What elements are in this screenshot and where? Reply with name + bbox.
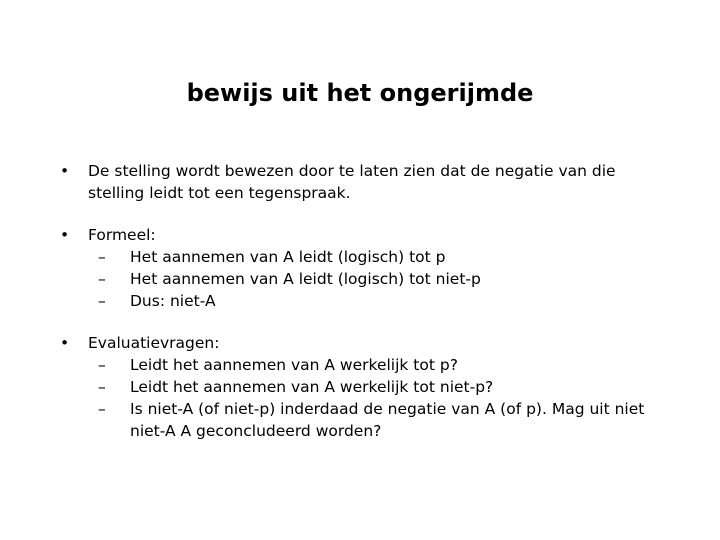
sub-item-text: Dus: niet-A (130, 292, 216, 310)
sub-item-text: Het aannemen van A leidt (logisch) tot niet-p (130, 270, 481, 288)
bullet-item (60, 160, 670, 204)
bullet-item (60, 224, 670, 312)
dash-icon: – (98, 378, 106, 396)
sub-list (88, 354, 670, 442)
slide-title: bewijs uit het ongerijmde (186, 79, 534, 107)
bullet-item (60, 332, 670, 442)
bullet-list (60, 160, 670, 462)
dash-icon: – (98, 248, 106, 266)
sub-list (88, 246, 670, 312)
dash-icon: – (98, 270, 106, 288)
sub-item (98, 376, 670, 398)
sub-item (98, 354, 670, 376)
bullet-icon: • (60, 334, 70, 352)
sub-item (98, 268, 670, 290)
sub-item-text: Is niet-A (of niet-p) inderdaad de negatie van A (of p). Mag uit niet niet-A A geconcludeerd worden? (130, 400, 645, 440)
bullet-text: De stelling wordt bewezen door te laten zien dat de negatie van die stelling leidt tot een tegenspraak. (88, 162, 616, 202)
dash-icon: – (98, 400, 106, 418)
sub-item-text: Leidt het aannemen van A werkelijk tot p? (130, 356, 458, 374)
sub-item-text: Het aannemen van A leidt (logisch) tot p (130, 248, 446, 266)
sub-item (98, 290, 670, 312)
sub-item-text: Leidt het aannemen van A werkelijk tot niet-p? (130, 378, 494, 396)
bullet-icon: • (60, 162, 70, 180)
dash-icon: – (98, 356, 106, 374)
bullet-text: Formeel: (88, 226, 156, 244)
sub-item (98, 246, 670, 268)
sub-item (98, 398, 670, 442)
bullet-icon: • (60, 226, 70, 244)
bullet-text: Evaluatievragen: (88, 334, 220, 352)
dash-icon: – (98, 292, 106, 310)
